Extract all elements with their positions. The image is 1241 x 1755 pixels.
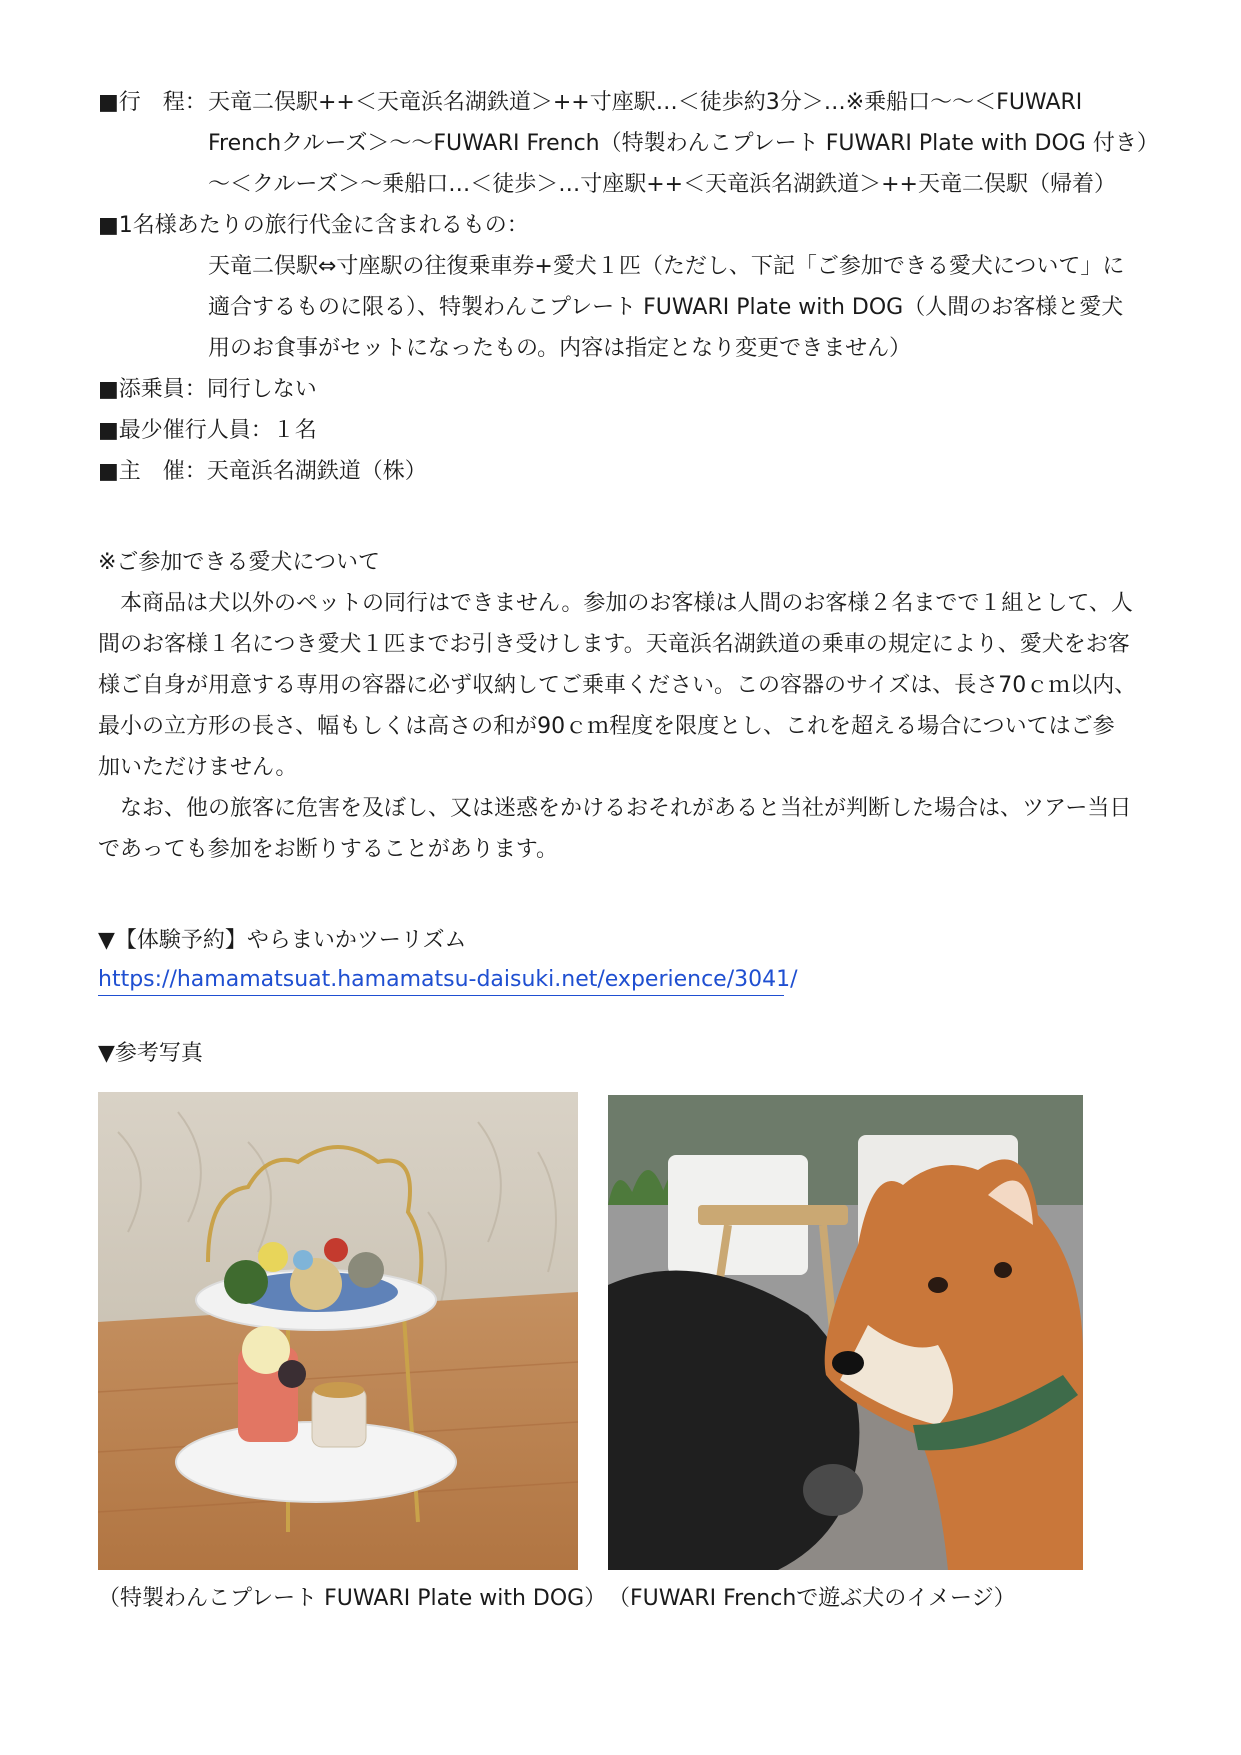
itinerary-line-2: Frenchクルーズ＞～～FUWARI French（特製わんこプレート FUWARI Plate with DOG 付き）	[208, 131, 1159, 156]
included-line-2: 適合するものに限る）、特製わんこプレート FUWARI Plate with DOG（人間のお客様と愛犬	[208, 295, 1124, 320]
dog-notes-line-7: であっても参加をお断りすることがあります。	[98, 837, 559, 862]
dog-notes-heading: ※ご参加できる愛犬について	[98, 550, 380, 575]
dog-cruise-photo	[608, 1095, 1083, 1570]
organizer-info: ■主 催：天竜浜名湖鉄道（株）	[98, 459, 427, 484]
photos-heading: ▼参考写真	[98, 1041, 203, 1066]
dog-notes-line-5: 加いただけません。	[98, 755, 298, 780]
included-line-1: 天竜二俣駅⇔寸座駅の往復乗車券+愛犬１匹（ただし、下記「ご参加できる愛犬について」に	[208, 254, 1125, 279]
included-line-3: 用のお食事がセットになったもの。内容は指定となり変更できません）	[208, 336, 912, 361]
booking-link[interactable]: https://hamamatsuat.hamamatsu-daisuki.net/experience/3041/	[98, 967, 798, 992]
min-people-info: ■最少催行人員：１名	[98, 418, 317, 443]
included-label: ■1名様あたりの旅行代金に含まれるもの：	[98, 213, 529, 238]
conductor-info: ■添乗員：同行しない	[98, 377, 317, 402]
dog-notes-line-3: 様ご自身が用意する専用の容器に必ず収納してご乗車ください。この容器のサイズは、長さ70ｃｍ以内、	[98, 673, 1137, 698]
itinerary-label: ■行 程：	[98, 90, 207, 115]
dog-notes-line-2: 間のお客様１名につき愛犬１匹までお引き受けします。天竜浜名湖鉄道の乗車の規定により、愛犬をお客	[98, 632, 1130, 657]
dog-notes-line-1: 本商品は犬以外のペットの同行はできません。参加のお客様は人間のお客様２名までで１組として、人	[98, 591, 1133, 616]
itinerary-line-1: 天竜二俣駅++＜天竜浜名湖鉄道＞++寸座駅…＜徒歩約3分＞…※乗船口～～＜FUWARI	[208, 90, 1083, 115]
booking-link-underline	[98, 995, 784, 996]
itinerary-line-3: ～＜クルーズ＞～乗船口…＜徒歩＞…寸座駅++＜天竜浜名湖鉄道＞++天竜二俣駅（帰着）	[208, 172, 1116, 197]
photo-caption-left: （特製わんこプレート FUWARI Plate with DOG）	[98, 1586, 607, 1611]
dog-notes-line-6: なお、他の旅客に危害を及ぼし、又は迷惑をかけるおそれがあると当社が判断した場合は、ツアー当日	[98, 796, 1132, 821]
photo-caption-right: （FUWARI Frenchで遊ぶ犬のイメージ）	[608, 1586, 1016, 1611]
booking-heading: ▼【体験予約】やらまいかツーリズム	[98, 928, 467, 953]
dog-plate-photo	[98, 1092, 578, 1570]
dog-notes-line-4: 最小の立方形の長さ、幅もしくは高さの和が90ｃｍ程度を限度とし、これを超える場合についてはご参	[98, 714, 1115, 739]
